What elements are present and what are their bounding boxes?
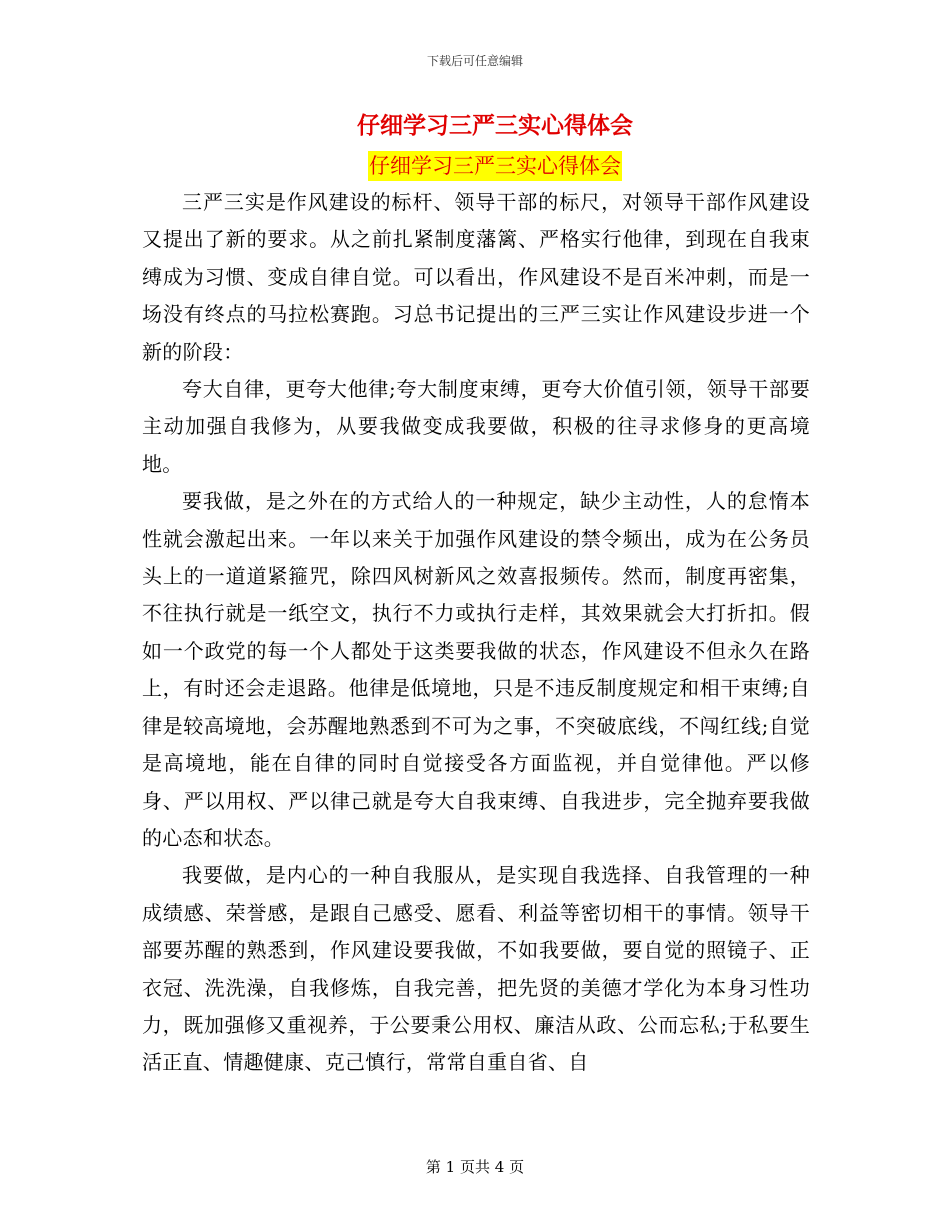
document-body: [142, 184, 810, 1082]
document-subtitle: 仔细学习三严三实心得体会: [368, 151, 622, 181]
paragraph-1: 三严三实是作风建设的标杆、领导干部的标尺，对领导干部作风建设又提出了新的要求。从之前扎紧制度藩篱、严格实行他律，到现在自我束缚成为习惯、变成自律自觉。可以看出，作风建设不是百米冲刺，而是一场没有终点的马拉松赛跑。习总书记提出的三严三实让作风建设步进一个新的阶段：: [142, 190, 810, 364]
paragraph-3: 要我做，是之外在的方式给人的一种规定，缺少主动性，人的怠惰本性就会激起出来。一年以来关于加强作风建设的禁令频出，成为在公务员头上的一道道紧箍咒，除四风树新风之效喜报频传。然而，制度再密集，不往执行就是一纸空文，执行不力或执行走样，其效果就会大打折扣。假如一个政党的每一个人都处于这类要我做的状态，作风建设不但永久在路上，有时还会走退路。他律是低境地，只是不违反制度规定和相干束缚;自律是较高境地，会苏醒地熟悉到不可为之事，不突破底线，不闯红线;自觉是高境地，能在自律的同时自觉接受各方面监视，并自觉律他。严以修身、严以用权、严以律己就是夸大自我束缚、自我进步，完全抛弃要我做的心态和状态。: [142, 489, 810, 850]
paragraph-4: 我要做，是内心的一种自我服从，是实现自我选择、自我管理的一种成绩感、荣誉感，是跟自己感受、愿看、利益等密切相干的事情。领导干部要苏醒的熟悉到，作风建设要我做，不如我要做，要自觉的照镜子、正衣冠、洗洗澡，自我修炼，自我完善，把先贤的美德才学化为本身习性功力，既加强修又重视养，于公要秉公用权、廉洁从政、公而忘私;于私要生活正直、情趣健康、克己慎行，常常自重自省、自: [142, 863, 810, 1075]
document-subtitle-wrapper: [0, 151, 950, 181]
paragraph-2: 夸大自律，更夸大他律;夸大制度束缚，更夸大价值引领，领导干部要主动加强自我修为，从要我做变成我要做，积极的往寻求修身的更高境地。: [142, 377, 810, 476]
page-number: 第 1 页共 4 页: [425, 1158, 525, 1176]
document-title: 仔细学习三严三实心得体会: [357, 112, 633, 139]
page-header-note: 下载后可任意编辑: [426, 54, 523, 68]
